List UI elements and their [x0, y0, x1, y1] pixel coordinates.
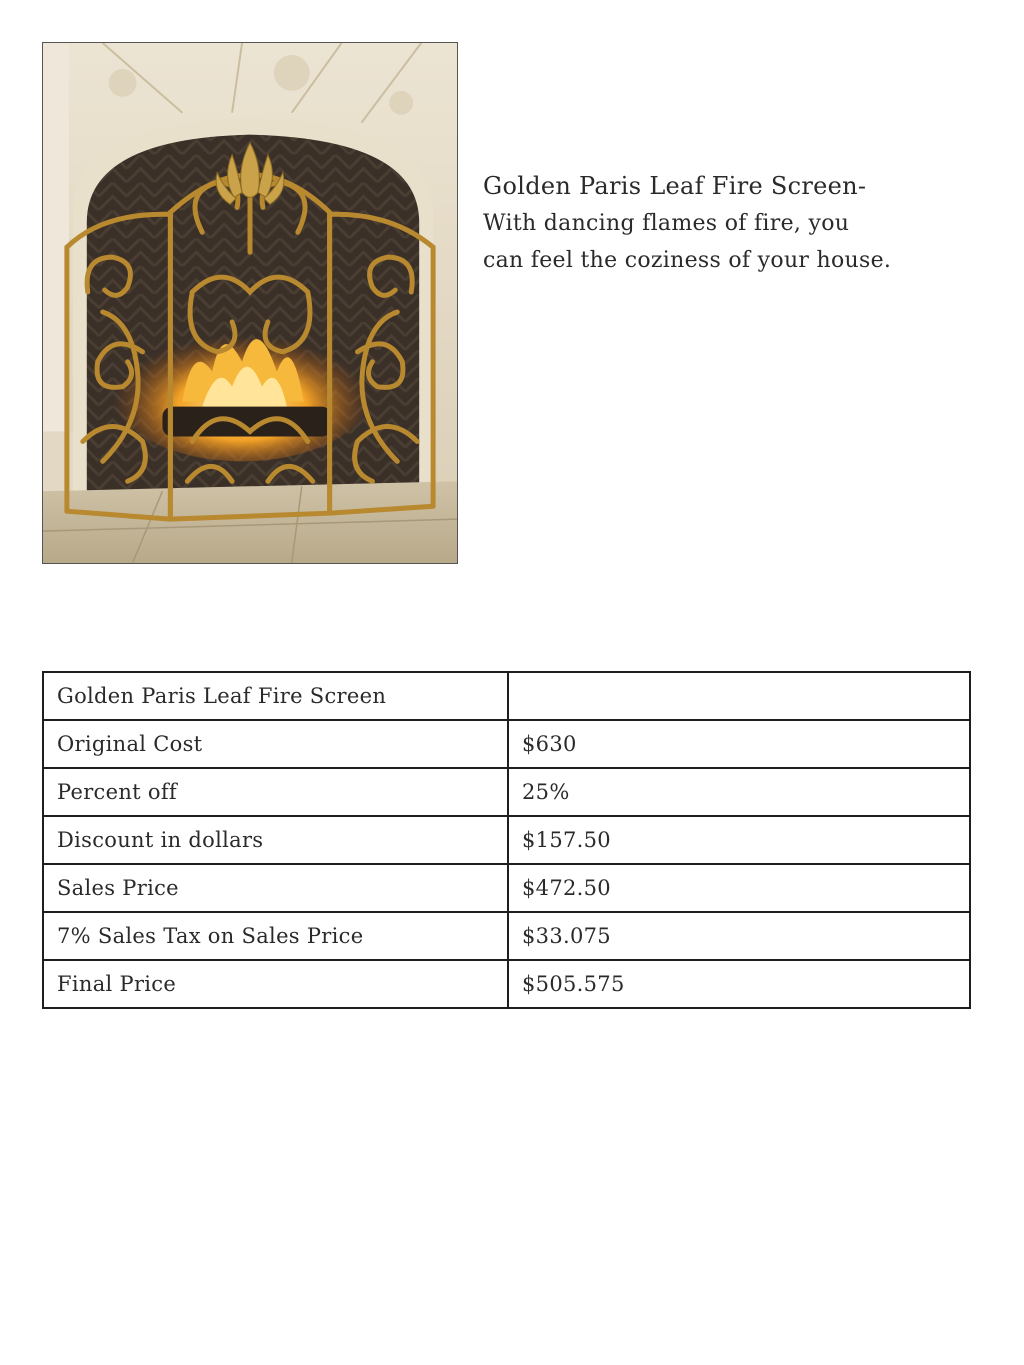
- product-description: [483, 168, 953, 279]
- table-row: [43, 768, 970, 816]
- row-value-final-price: $505.575: [508, 960, 970, 1008]
- fire-screen-image: [43, 43, 457, 563]
- description-title: Golden Paris Leaf Fire Screen-: [483, 172, 867, 200]
- price-table: [42, 671, 971, 1009]
- row-label-percent-off: Percent off: [43, 768, 508, 816]
- row-value-sales-tax: $33.075: [508, 912, 970, 960]
- row-label-discount: Discount in dollars: [43, 816, 508, 864]
- product-photo: [42, 42, 458, 564]
- table-header-value: [508, 672, 970, 720]
- row-label-sales-price: Sales Price: [43, 864, 508, 912]
- table-row: [43, 720, 970, 768]
- row-label-original-cost: Original Cost: [43, 720, 508, 768]
- table-row: [43, 864, 970, 912]
- table-header-row: [43, 672, 970, 720]
- table-header-label: Golden Paris Leaf Fire Screen: [43, 672, 508, 720]
- table-row: [43, 960, 970, 1008]
- description-line-2: can feel the coziness of your house.: [483, 248, 892, 273]
- row-value-discount: $157.50: [508, 816, 970, 864]
- row-value-percent-off: 25%: [508, 768, 970, 816]
- description-line-1: With dancing flames of fire, you: [483, 211, 850, 236]
- row-value-original-cost: $630: [508, 720, 970, 768]
- table-row: [43, 912, 970, 960]
- row-label-sales-tax: 7% Sales Tax on Sales Price: [43, 912, 508, 960]
- row-value-sales-price: $472.50: [508, 864, 970, 912]
- row-label-final-price: Final Price: [43, 960, 508, 1008]
- table-row: [43, 816, 970, 864]
